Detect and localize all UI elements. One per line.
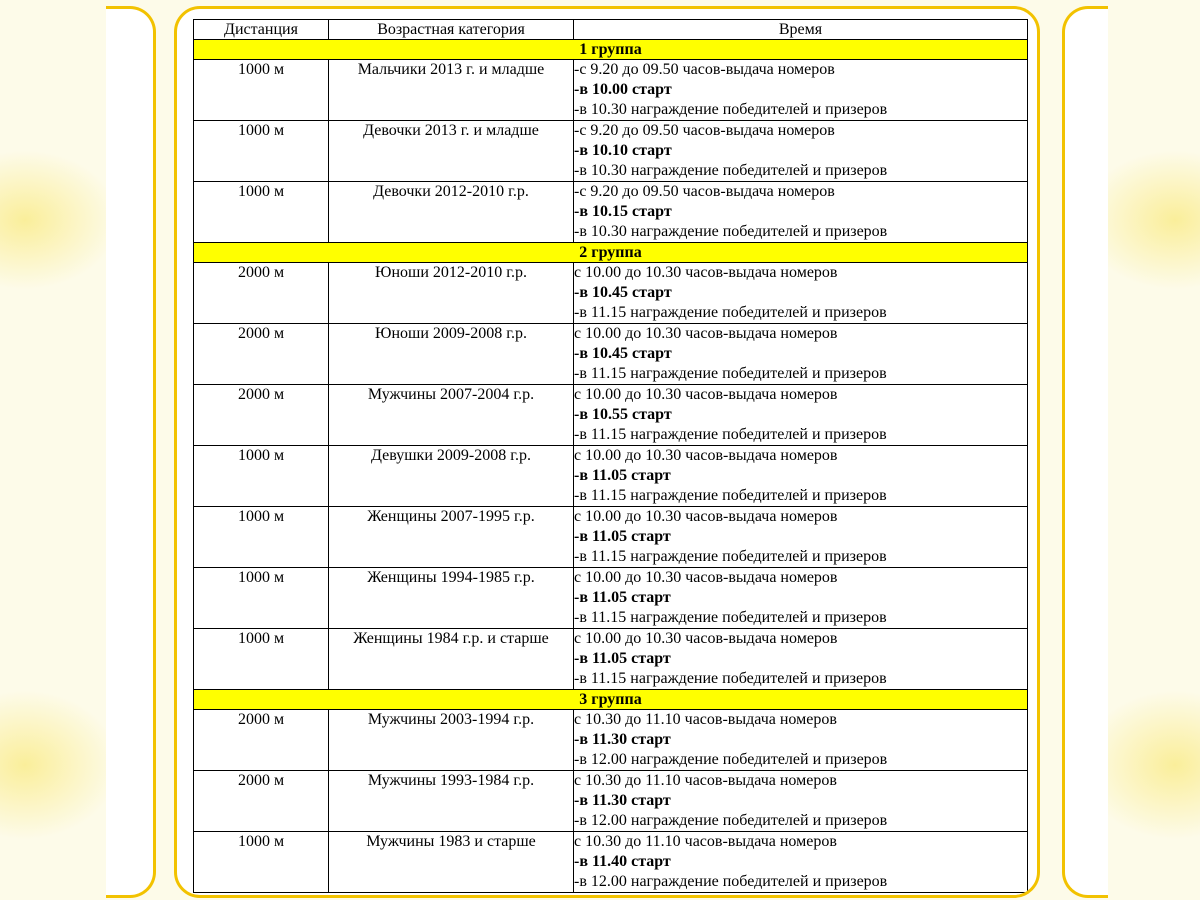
bib-issue-time: с 10.00 до 10.30 часов-выдача номеров — [574, 447, 838, 464]
time-cell — [574, 263, 1028, 324]
background-glow — [0, 150, 120, 290]
category-cell: Женщины 1984 г.р. и старше — [329, 629, 574, 690]
left-side-card — [106, 6, 156, 898]
table-row — [194, 710, 1028, 771]
table-row — [194, 832, 1028, 893]
award-time: -в 11.15 награждение победителей и призеров — [574, 304, 887, 321]
distance-cell: 2000 м — [194, 385, 329, 446]
distance-cell: 1000 м — [194, 60, 329, 121]
bib-issue-time: с 10.00 до 10.30 часов-выдача номеров — [574, 386, 838, 403]
award-time: -в 11.15 награждение победителей и призеров — [574, 426, 887, 443]
award-time: -в 12.00 награждение победителей и призеров — [574, 812, 888, 829]
table-row — [194, 182, 1028, 243]
award-time: -в 11.15 награждение победителей и призеров — [574, 609, 887, 626]
start-time: -в 10.15 старт — [574, 203, 672, 220]
category-cell: Мальчики 2013 г. и младше — [329, 60, 574, 121]
category-cell: Девочки 2013 г. и младше — [329, 121, 574, 182]
table-row — [194, 263, 1028, 324]
category-cell: Мужчины 1983 и старше — [329, 832, 574, 893]
start-time: -в 11.05 старт — [574, 650, 671, 667]
award-time: -в 10.30 награждение победителей и призеров — [574, 101, 888, 118]
time-cell — [574, 324, 1028, 385]
award-time: -в 11.15 награждение победителей и призеров — [574, 548, 887, 565]
table-row — [194, 324, 1028, 385]
distance-cell: 1000 м — [194, 507, 329, 568]
category-cell: Девушки 2009-2008 г.р. — [329, 446, 574, 507]
start-time: -в 10.55 старт — [574, 406, 672, 423]
table-row — [194, 629, 1028, 690]
category-cell: Мужчины 1993-1984 г.р. — [329, 771, 574, 832]
distance-cell: 1000 м — [194, 182, 329, 243]
start-time: -в 11.05 старт — [574, 467, 671, 484]
bib-issue-time: с 10.30 до 11.10 часов-выдача номеров — [574, 772, 837, 789]
time-cell — [574, 60, 1028, 121]
award-time: -в 11.15 награждение победителей и призеров — [574, 670, 887, 687]
bib-issue-time: с 10.00 до 10.30 часов-выдача номеров — [574, 508, 838, 525]
award-time: -в 10.30 награждение победителей и призеров — [574, 162, 888, 179]
header-category: Возрастная категория — [329, 20, 574, 40]
award-time: -в 12.00 награждение победителей и призеров — [574, 751, 888, 768]
category-cell: Женщины 1994-1985 г.р. — [329, 568, 574, 629]
bib-issue-time: с 10.30 до 11.10 часов-выдача номеров — [574, 711, 837, 728]
start-time: -в 11.30 старт — [574, 731, 671, 748]
group-title: 3 группа — [194, 690, 1028, 710]
distance-cell: 1000 м — [194, 629, 329, 690]
distance-cell: 1000 м — [194, 121, 329, 182]
bib-issue-time: -с 9.20 до 09.50 часов-выдача номеров — [574, 122, 835, 139]
table-row — [194, 507, 1028, 568]
category-cell: Женщины 2007-1995 г.р. — [329, 507, 574, 568]
start-time: -в 10.45 старт — [574, 284, 672, 301]
group-header-row — [194, 243, 1028, 263]
category-cell: Мужчины 2007-2004 г.р. — [329, 385, 574, 446]
time-cell — [574, 832, 1028, 893]
category-cell: Девочки 2012-2010 г.р. — [329, 182, 574, 243]
start-time: -в 11.05 старт — [574, 528, 671, 545]
distance-cell: 2000 м — [194, 771, 329, 832]
distance-cell: 2000 м — [194, 263, 329, 324]
time-cell — [574, 710, 1028, 771]
table-row — [194, 446, 1028, 507]
time-cell — [574, 568, 1028, 629]
start-time: -в 11.30 старт — [574, 792, 671, 809]
bib-issue-time: с 10.00 до 10.30 часов-выдача номеров — [574, 325, 838, 342]
schedule-table — [193, 19, 1028, 893]
group-title: 2 группа — [194, 243, 1028, 263]
start-time: -в 10.10 старт — [574, 142, 672, 159]
time-cell — [574, 385, 1028, 446]
table-row — [194, 771, 1028, 832]
time-cell — [574, 771, 1028, 832]
distance-cell: 1000 м — [194, 832, 329, 893]
schedule-card — [174, 6, 1040, 898]
distance-cell: 1000 м — [194, 568, 329, 629]
table-row — [194, 385, 1028, 446]
time-cell — [574, 121, 1028, 182]
table-row — [194, 121, 1028, 182]
group-header-row — [194, 690, 1028, 710]
category-cell: Юноши 2009-2008 г.р. — [329, 324, 574, 385]
start-time: -в 10.45 старт — [574, 345, 672, 362]
header-distance: Дистанция — [194, 20, 329, 40]
bib-issue-time: с 10.00 до 10.30 часов-выдача номеров — [574, 630, 838, 647]
bib-issue-time: -с 9.20 до 09.50 часов-выдача номеров — [574, 183, 835, 200]
bib-issue-time: с 10.30 до 11.10 часов-выдача номеров — [574, 833, 837, 850]
time-cell — [574, 446, 1028, 507]
header-time: Время — [574, 20, 1028, 40]
bib-issue-time: с 10.00 до 10.30 часов-выдача номеров — [574, 264, 838, 281]
award-time: -в 11.15 награждение победителей и призеров — [574, 365, 887, 382]
group-title: 1 группа — [194, 40, 1028, 60]
category-cell: Мужчины 2003-1994 г.р. — [329, 710, 574, 771]
schedule-body — [194, 40, 1028, 893]
time-cell — [574, 182, 1028, 243]
distance-cell: 2000 м — [194, 710, 329, 771]
time-cell — [574, 507, 1028, 568]
award-time: -в 11.15 награждение победителей и призеров — [574, 487, 887, 504]
bib-issue-time: с 10.00 до 10.30 часов-выдача номеров — [574, 569, 838, 586]
award-time: -в 12.00 награждение победителей и призеров — [574, 873, 888, 890]
table-row — [194, 60, 1028, 121]
bib-issue-time: -с 9.20 до 09.50 часов-выдача номеров — [574, 61, 835, 78]
distance-cell: 1000 м — [194, 446, 329, 507]
table-header-row — [194, 20, 1028, 40]
start-time: -в 11.05 старт — [574, 589, 671, 606]
start-time: -в 10.00 старт — [574, 81, 672, 98]
table-row — [194, 568, 1028, 629]
group-header-row — [194, 40, 1028, 60]
category-cell: Юноши 2012-2010 г.р. — [329, 263, 574, 324]
background-glow — [0, 690, 120, 840]
start-time: -в 11.40 старт — [574, 853, 671, 870]
award-time: -в 10.30 награждение победителей и призеров — [574, 223, 888, 240]
right-side-card — [1062, 6, 1108, 898]
distance-cell: 2000 м — [194, 324, 329, 385]
time-cell — [574, 629, 1028, 690]
